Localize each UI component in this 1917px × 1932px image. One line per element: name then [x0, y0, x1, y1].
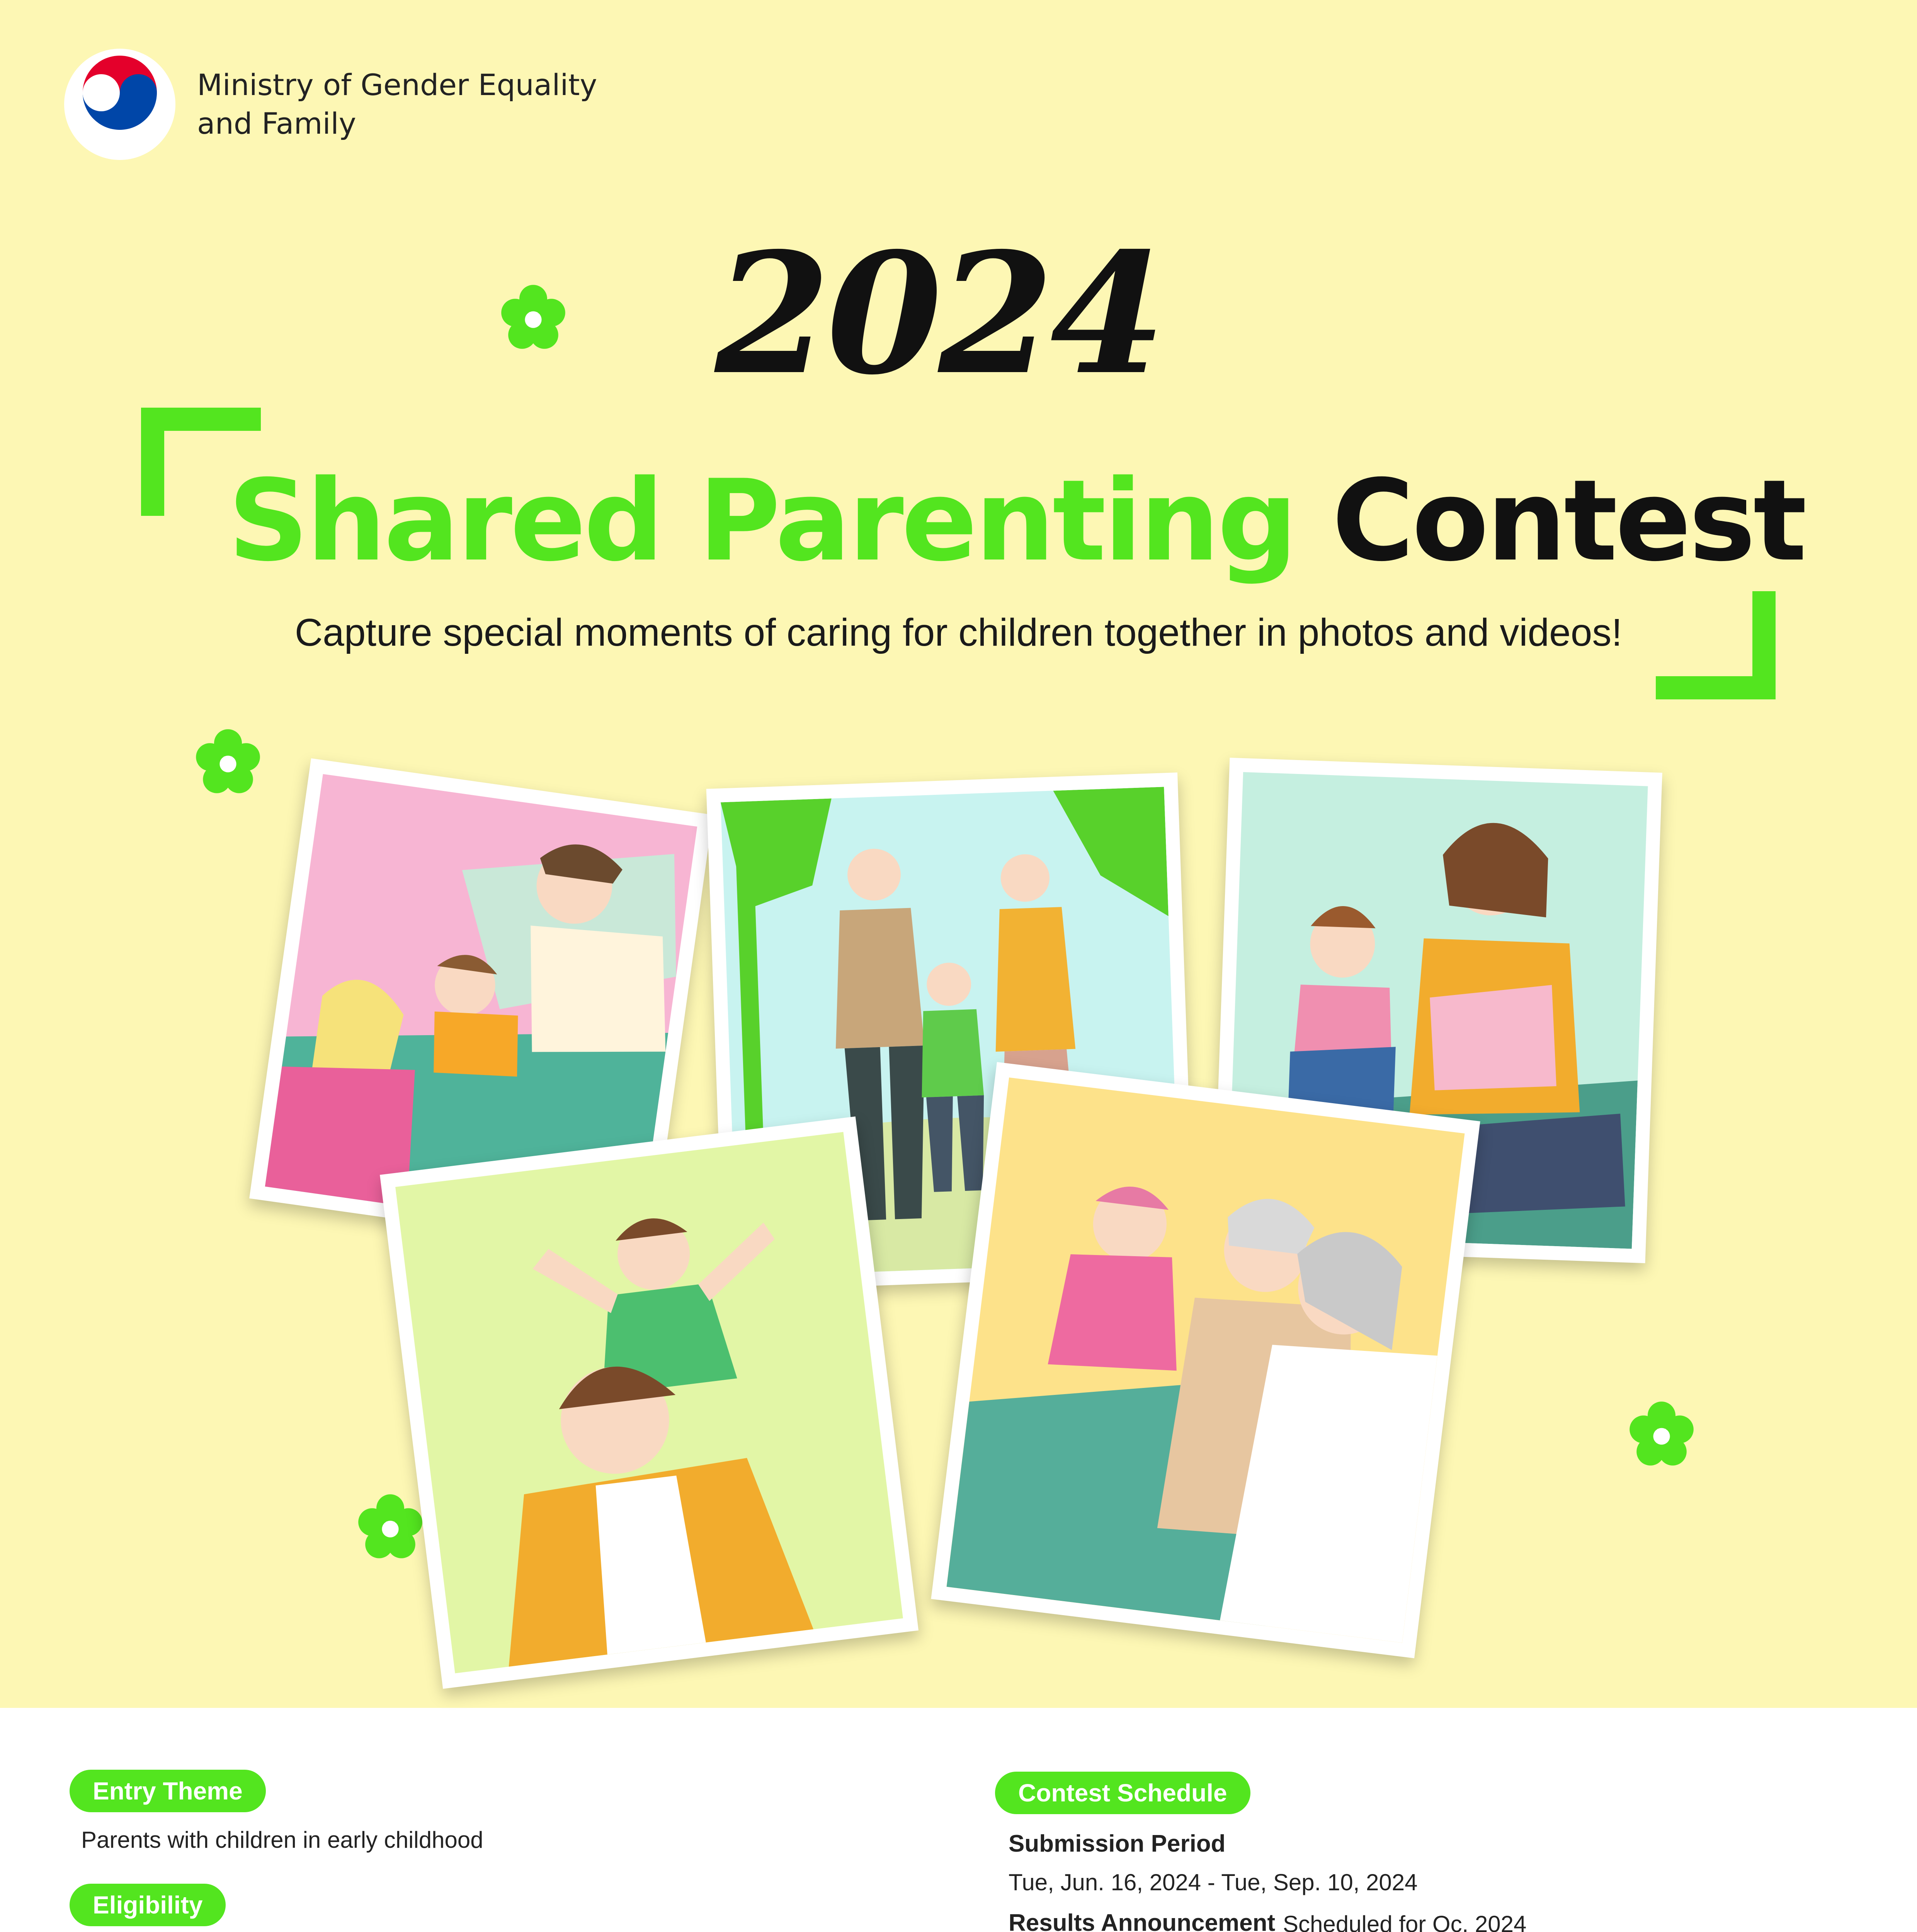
contest-title [228, 456, 1805, 586]
results-label: Results Announcement [1009, 1910, 1276, 1932]
title-black: Contest [1332, 456, 1805, 586]
photo-shoulder-ride [380, 1116, 919, 1689]
illustration-grandparents [947, 1078, 1465, 1643]
flower-icon [498, 282, 568, 352]
submission-dates: Tue, Jun. 16, 2024 - Tue, Sep. 10, 2024 [1009, 1869, 1418, 1895]
contest-year: 2024 [715, 216, 1162, 412]
contest-subtitle: Capture special moments of caring for children together in photos and videos! [294, 611, 1623, 654]
ministry-line-1: Ministry of Gender Equality [197, 68, 597, 102]
contest-schedule-pill: Contest Schedule [995, 1772, 1250, 1814]
photo-grandparents [931, 1062, 1480, 1658]
title-green: Shared Parenting [228, 456, 1295, 586]
entry-theme-pill: Entry Theme [70, 1770, 266, 1812]
illustration-shoulder-ride [395, 1132, 903, 1673]
flower-icon [356, 1492, 425, 1561]
ministry-line-2: and Family [197, 106, 356, 141]
eligibility-pill: Eligibility [70, 1884, 226, 1926]
taegeuk-logo-icon [62, 46, 178, 162]
ministry-name [197, 66, 597, 143]
flower-icon [193, 726, 263, 796]
details-background [0, 1708, 1917, 1932]
results-value: Scheduled for Oc. 2024 [1283, 1911, 1527, 1932]
bracket-top-left-v [141, 408, 164, 516]
entry-theme-text: Parents with children in early childhood [81, 1827, 483, 1853]
submission-period-label: Submission Period [1009, 1830, 1226, 1857]
flower-icon [1627, 1399, 1696, 1468]
